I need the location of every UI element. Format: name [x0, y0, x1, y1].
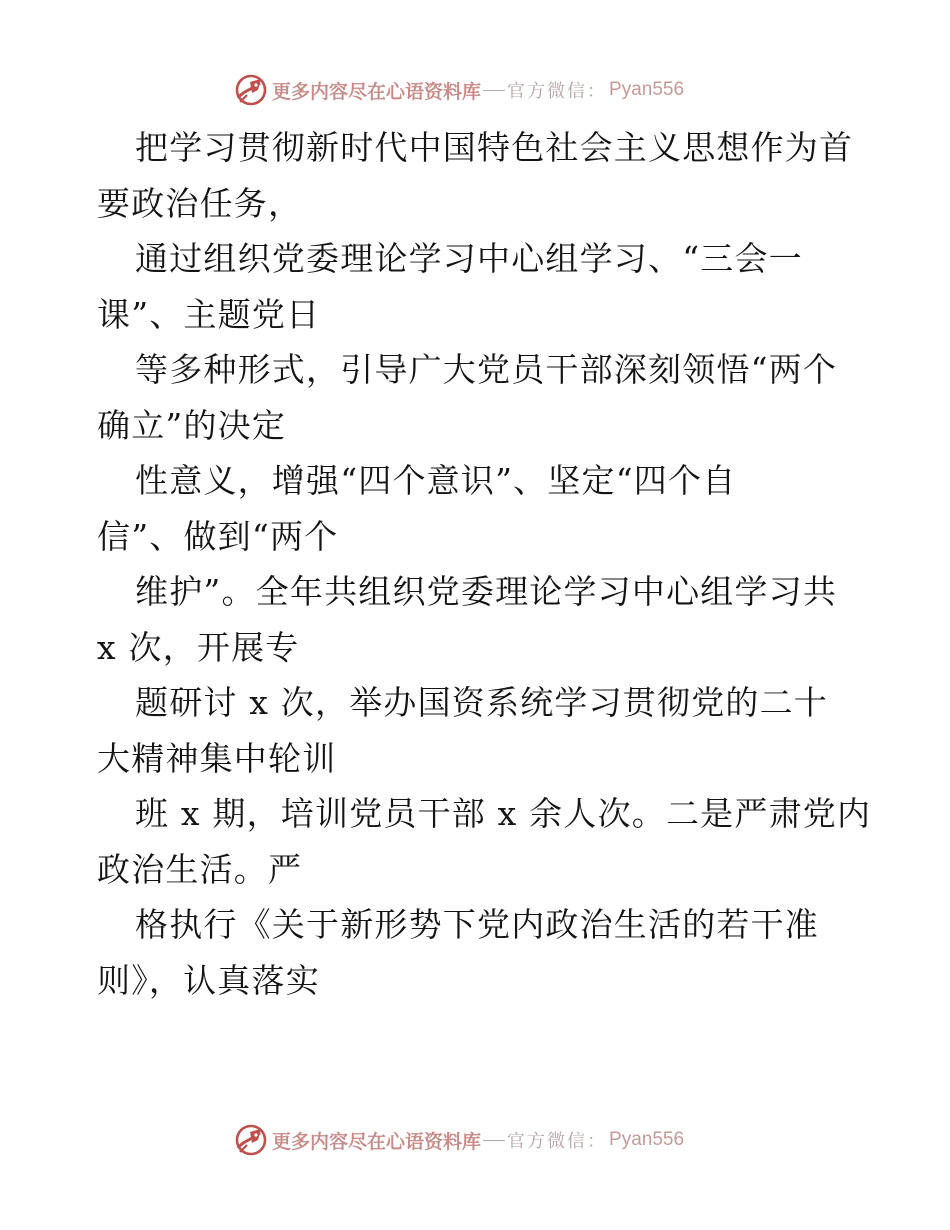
watermark-brand: 更多内容尽在心语资料库: [272, 80, 482, 103]
text-line: 等多种形式，引导广大党员干部深刻领悟“两个: [135, 350, 838, 389]
text-line: 把学习贯彻新时代中国特色社会主义思想作为首: [135, 128, 854, 167]
text-line: 大精神集中轮训: [97, 738, 337, 778]
pen-nib-logo-icon: [234, 73, 268, 107]
body-text: [97, 120, 872, 1008]
text-line: 通过组织党委理论学习中心组学习、“三会一: [135, 239, 803, 278]
watermark-brand: 更多内容尽在心语资料库: [272, 1130, 482, 1153]
watermark-label: 官方微信：: [507, 1131, 608, 1152]
header-watermark: [234, 72, 684, 108]
pen-nib-logo-icon: [234, 1123, 268, 1157]
text-line: 格执行《关于新形势下党内政治生活的若干准: [135, 905, 819, 944]
text-line: 要政治任务，: [97, 183, 303, 223]
text-line: x 次，开展专: [97, 627, 300, 667]
text-line: 班 x 期，培训党员干部 x 余人次。二是严肃党内: [135, 794, 872, 833]
text-line: 政治生活。严: [97, 849, 303, 889]
watermark-wechat-id: Pyan556: [609, 1129, 685, 1150]
watermark-dash: [483, 90, 505, 91]
footer-watermark: [234, 1122, 684, 1158]
watermark-dash: [483, 1140, 505, 1141]
watermark-wechat-id: Pyan556: [609, 79, 685, 100]
text-line: 确立”的决定: [97, 405, 287, 445]
text-line: 题研讨 x 次，举办国资系统学习贯彻党的二十: [135, 683, 828, 722]
text-line: 课”、主题党日: [97, 294, 321, 334]
watermark-label: 官方微信：: [507, 81, 608, 102]
text-line: 则》，认真落实: [97, 960, 320, 1000]
text-line: 性意义，增强“四个意识”、坚定“四个自: [135, 461, 737, 500]
text-line: 维护”。全年共组织党委理论学习中心组学习共: [135, 572, 838, 611]
text-line: 信”、做到“两个: [97, 516, 339, 556]
